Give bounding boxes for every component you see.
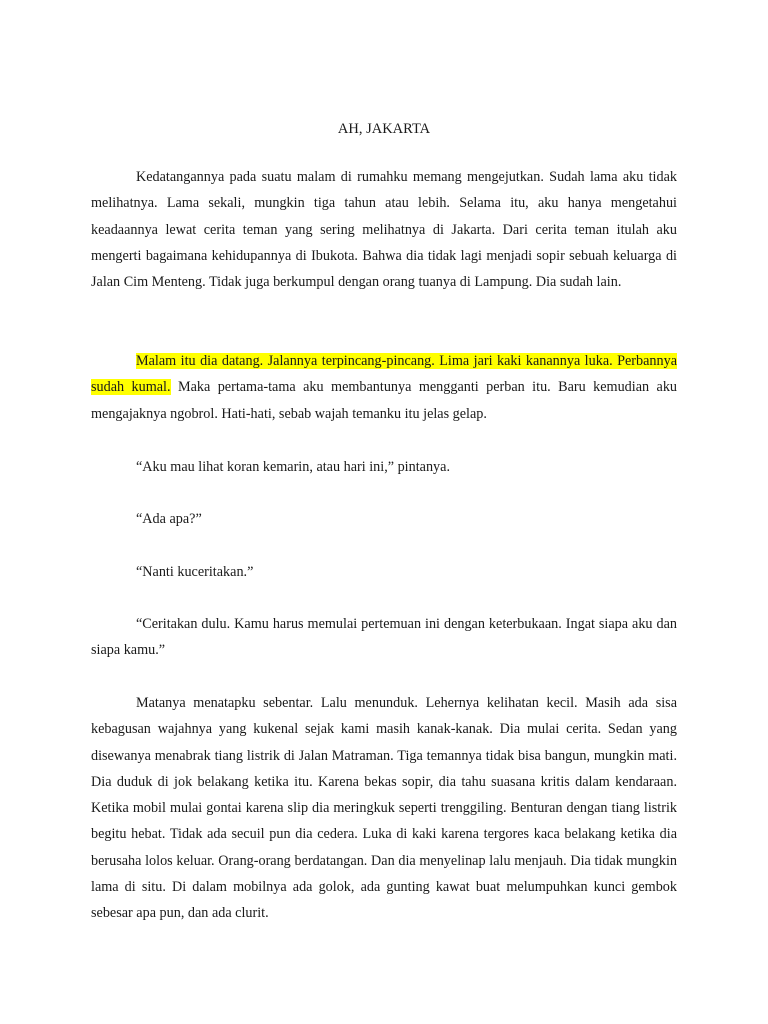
paragraph-2 bbox=[91, 348, 677, 427]
paragraph-1: Kedatangannya pada suatu malam di rumahku memang mengejutkan. Sudah lama aku tidak melihatnya. Lama sekali, mungkin tiga tahun atau lebih. Selama itu, aku hanya mengetahui keadaannya lewat cerita teman yang sering melihatnya di Jakarta. Dari cerita teman itulah aku mengerti bagaimana kehidupannya di Ibukota. Bahwa dia tidak lagi menjadi sopir sebuah keluarga di Jalan Cim Menteng. Tidak juga berkumpul dengan orang tuanya di Lampung. Dia sudah lain. bbox=[91, 169, 677, 291]
paragraph-3: Matanya menatapku sebentar. Lalu menunduk. Lehernya kelihatan kecil. Masih ada sisa kebagusan wajahnya yang kukenal sejak kami masih kanak-kanak. Dia mulai cerita. Sedan yang disewanya menabrak tiang listrik di Jalan Matraman. Tiga temannya tidak bisa bangun, mungkin mati. Dia duduk di jok belakang ketika itu. Karena bekas sopir, dia tahu suasana kritis dalam kendaraan. Ketika mobil mulai gontai karena slip dia meringkuk seperti trenggiling. Benturan dengan tiang listrik begitu hebat. Tidak ada secuil pun dia cedera. Luka di kaki karena tergores kaca belakang ketika dia berusaha lolos keluar. Orang-orang berdatangan. Dan dia menyelinap lalu menjauh. Dia tidak mungkin lama di situ. Di dalam mobilnya ada golok, ada gunting kawat buat melumpuhkan kunci gembok sebesar apa pun, dan ada clurit. bbox=[91, 695, 677, 922]
dialog-line-1: “Aku mau lihat koran kemarin, atau hari ini,” pintanya. bbox=[136, 459, 450, 475]
highlighted-text: Malam itu dia datang. Jalannya terpincang-pincang. Lima jari kaki kanannya luka. Perbannya sudah kumal. bbox=[91, 353, 677, 396]
dialog-line-2: “Ada apa?” bbox=[136, 511, 202, 527]
dialog-line-3: “Nanti kuceritakan.” bbox=[136, 564, 254, 580]
paragraph-2-rest: Maka pertama-tama aku membantunya mengganti perban itu. Baru kemudian aku mengajaknya ngobrol. Hati-hati, sebab wajah temanku itu jelas gelap. bbox=[91, 379, 678, 422]
dialog-line-4: “Ceritakan dulu. Kamu harus memulai pertemuan ini dengan keterbukaan. Ingat siapa aku dan siapa kamu.” bbox=[91, 616, 677, 659]
document-title: AH, JAKARTA bbox=[337, 121, 431, 137]
